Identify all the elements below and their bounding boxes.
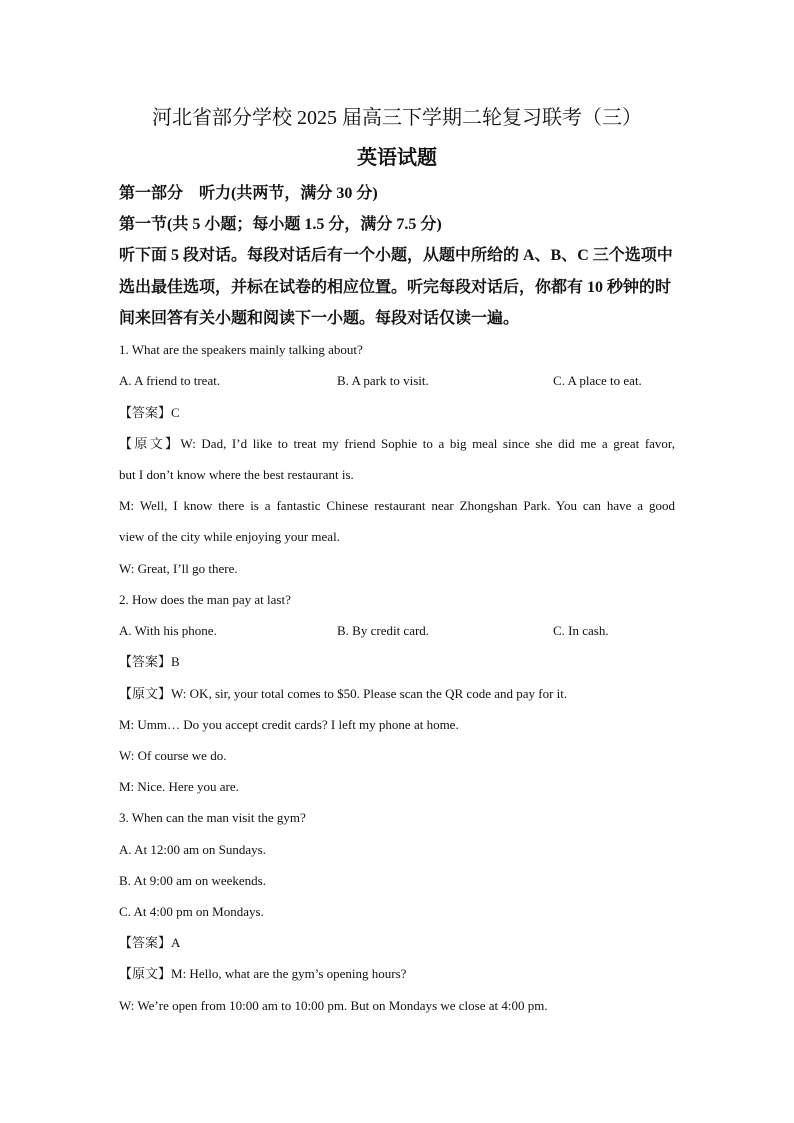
transcript-line <box>119 678 675 709</box>
subsection-heading: 第一节(共 5 小题；每小题 1.5 分，满分 7.5 分) <box>119 216 442 234</box>
transcript-text: W: OK, sir, your total comes to $50. Please scan the QR code and pay for it. <box>171 685 568 701</box>
question-3-stem: 3. When can the man visit the gym? <box>119 810 306 826</box>
answer-value: C <box>171 404 180 420</box>
transcript-text: W: Dad, I’d like to treat my friend Sophie to a big meal since she did me a great favor, <box>180 435 675 451</box>
option-b: B. By credit card. <box>337 623 430 639</box>
option-b: B. A park to visit. <box>337 373 429 389</box>
instructions-line: 选出最佳选项，并标在试卷的相应位置。听完每段对话后，你都有 10 秒钟的时 <box>119 278 672 296</box>
answer-value: A <box>171 935 181 951</box>
answer-value: B <box>171 654 180 670</box>
question-2-answer <box>119 646 675 677</box>
transcript-line: M: Umm… Do you accept credit cards? I left my phone at home. <box>119 716 459 732</box>
option-c: C. At 4:00 pm on Mondays. <box>119 904 264 920</box>
option-c: C. In cash. <box>553 623 609 639</box>
answer-label: 【答案】 <box>119 404 172 420</box>
transcript-label: 【原文】 <box>119 435 181 451</box>
question-1-answer <box>119 397 675 428</box>
question-3-answer <box>119 927 675 958</box>
question-2-stem: 2. How does the man pay at last? <box>119 591 291 607</box>
exam-subtitle: 英语试题 <box>357 147 437 169</box>
transcript-line <box>119 428 675 459</box>
transcript-line <box>119 958 675 989</box>
question-2-options <box>119 615 675 646</box>
option-a: A. A friend to treat. <box>119 373 221 389</box>
question-1-options <box>119 365 675 396</box>
exam-content <box>119 178 675 1021</box>
answer-label: 【答案】 <box>119 935 172 951</box>
instructions-line: 间来回答有关小题和阅读下一小题。每段对话仅读一遍。 <box>119 309 520 327</box>
instructions-line: 听下面 5 段对话。每段对话后有一个小题，从题中所给的 A、B、C 三个选项中 <box>119 247 673 265</box>
transcript-text: M: Hello, what are the gym’s opening hours? <box>171 966 407 982</box>
transcript-line: but I don’t know where the best restaurant is. <box>119 466 354 482</box>
part-heading: 第一部分 听力(共两节，满分 30 分) <box>119 185 378 202</box>
transcript-line: view of the city while enjoying your meal. <box>119 529 340 545</box>
option-a: A. At 12:00 am on Sundays. <box>119 841 266 857</box>
transcript-line: M: Nice. Here you are. <box>119 779 239 795</box>
option-c: C. A place to eat. <box>553 373 642 389</box>
transcript-line: M: Well, I know there is a fantastic Chinese restaurant near Zhongshan Park. You can have a good <box>119 498 675 514</box>
answer-label: 【答案】 <box>119 654 172 670</box>
transcript-label: 【原文】 <box>119 966 172 982</box>
transcript-label: 【原文】 <box>119 685 172 701</box>
question-1-stem: 1. What are the speakers mainly talking about? <box>119 342 363 358</box>
option-b: B. At 9:00 am on weekends. <box>119 872 266 888</box>
transcript-line: W: Of course we do. <box>119 747 227 763</box>
exam-title: 河北省部分学校 2025 届高三下学期二轮复习联考（三） <box>152 107 642 129</box>
transcript-line: W: Great, I’ll go there. <box>119 560 238 576</box>
transcript-line: W: We’re open from 10:00 am to 10:00 pm. But on Mondays we close at 4:00 pm. <box>119 997 548 1013</box>
option-a: A. With his phone. <box>119 623 217 639</box>
